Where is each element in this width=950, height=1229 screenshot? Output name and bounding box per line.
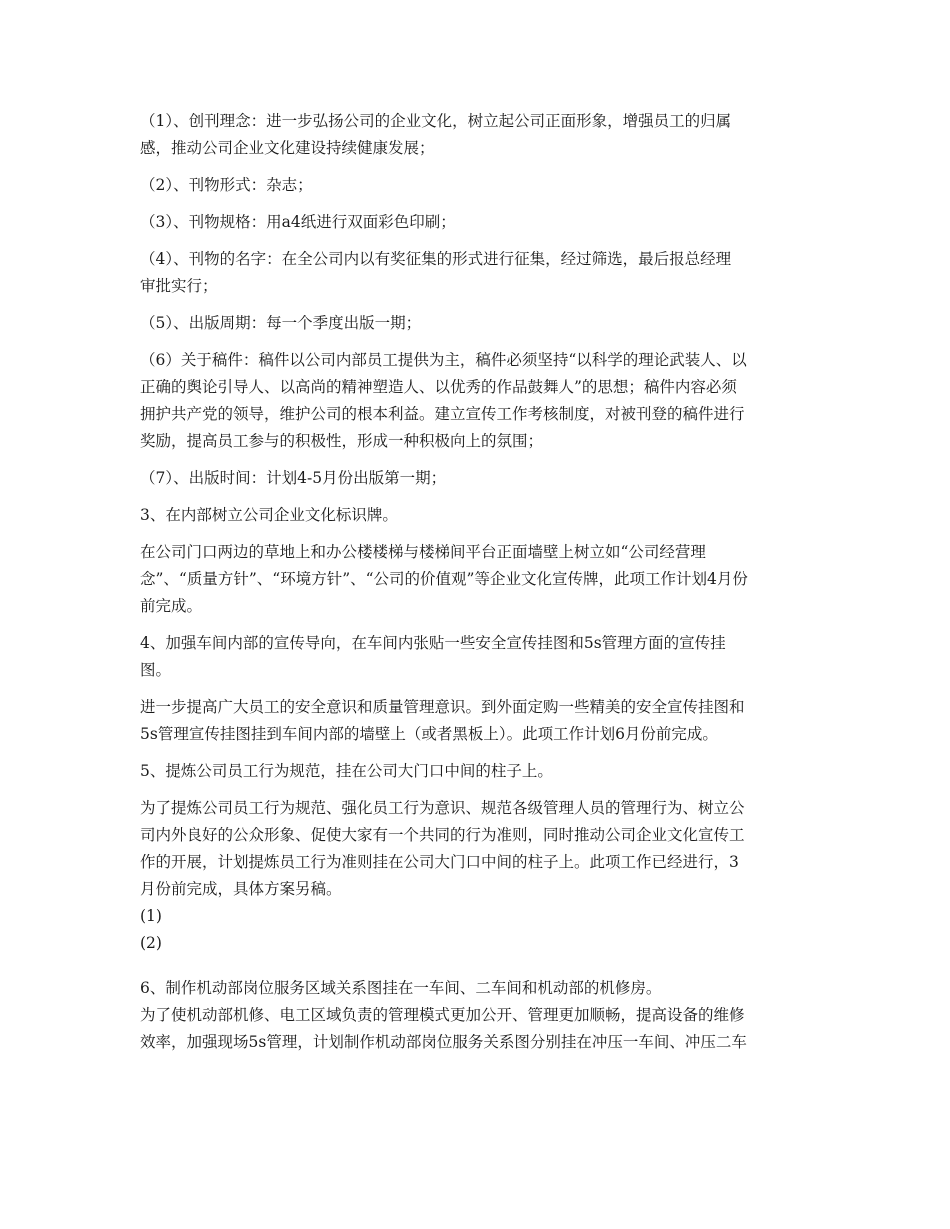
paragraph-founding-concept: （1）、创刊理念：进一步弘扬公司的企业文化，树立起公司正面形象，增强员工的归属 感，推动公司企业文化建设持续健康发展； [140, 112, 732, 157]
paragraph-publication-cycle: （5）、出版周期：每一个季度出版一期； [140, 314, 422, 332]
list-item: (2) [140, 934, 162, 952]
paragraph-manuscripts: （6）关于稿件：稿件以公司内部员工提供为主，稿件必须坚持“以科学的理论武装人、以 正确的舆论引导人、以高尚的精神塑造人、以优秀的作品鼓舞人”的思想；稿件内容必须 拥护共产党的领导，维护公司的根本利益。建立宣传工作考核制度，对被刊登的稿件进行 奖励，提高员工参与的积极性，形成一种积极向上的氛围； [140, 351, 747, 450]
paragraph-signboards: 在公司门口两边的草地上和办公楼楼梯与楼梯间平台正面墙壁上树立如“公司经营理 念”、“质量方针”、“环境方针”、“公司的价值观”等企业文化宣传牌，此项工作计划4月份 前完成。 [140, 543, 748, 615]
heading-item-6: 6、制作机动部岗位服务区域关系图挂在一车间、二车间和机动部的机修房。 [140, 979, 662, 997]
paragraph-publication-time: （7）、出版时间：计划4-5月份出版第一期； [140, 469, 447, 487]
heading-item-4: 4、加强车间内部的宣传导向，在车间内张贴一些安全宣传挂图和5s管理方面的宣传挂 图。 [140, 634, 726, 679]
heading-item-3: 3、在内部树立公司企业文化标识牌。 [140, 506, 398, 524]
paragraph-publication-name: （4）、刊物的名字：在全公司内以有奖征集的形式进行征集，经过筛选，最后报总经理 审批实行； [140, 250, 732, 295]
paragraph-code-of-conduct: 为了提炼公司员工行为规范、强化员工行为意识、规范各级管理人员的管理行为、树立公 司内外良好的公众形象、促使大家有一个共同的行为准则，同时推动公司企业文化宣传工 作的开展，计划提炼员工行为准则挂在公司大门口中间的柱子上。此项工作已经进行，3 月份前完成，具体方案另稿。 [140, 799, 745, 898]
paragraph-publication-form: （2）、刊物形式：杂志； [140, 176, 313, 194]
paragraph-safety-posters: 进一步提高广大员工的安全意识和质量管理意识。到外面定购一些精美的安全宣传挂图和 5s管理宣传挂图挂到车间内部的墙壁上（或者黑板上）。此项工作计划6月份前完成。 [140, 698, 745, 743]
paragraph-service-map: 为了使机动部机修、电工区域负责的管理模式更加公开、管理更加顺畅，提高设备的维修 效率，加强现场5s管理，计划制作机动部岗位服务关系图分别挂在冲压一车间、冲压二车 [140, 1006, 747, 1051]
paragraph-publication-spec: （3）、刊物规格：用a4纸进行双面彩色印刷； [140, 213, 456, 231]
list-item: (1) [140, 907, 162, 925]
heading-item-5: 5、提炼公司员工行为规范，挂在公司大门口中间的柱子上。 [140, 762, 553, 780]
spacer [140, 957, 812, 975]
document-page [140, 108, 812, 1056]
